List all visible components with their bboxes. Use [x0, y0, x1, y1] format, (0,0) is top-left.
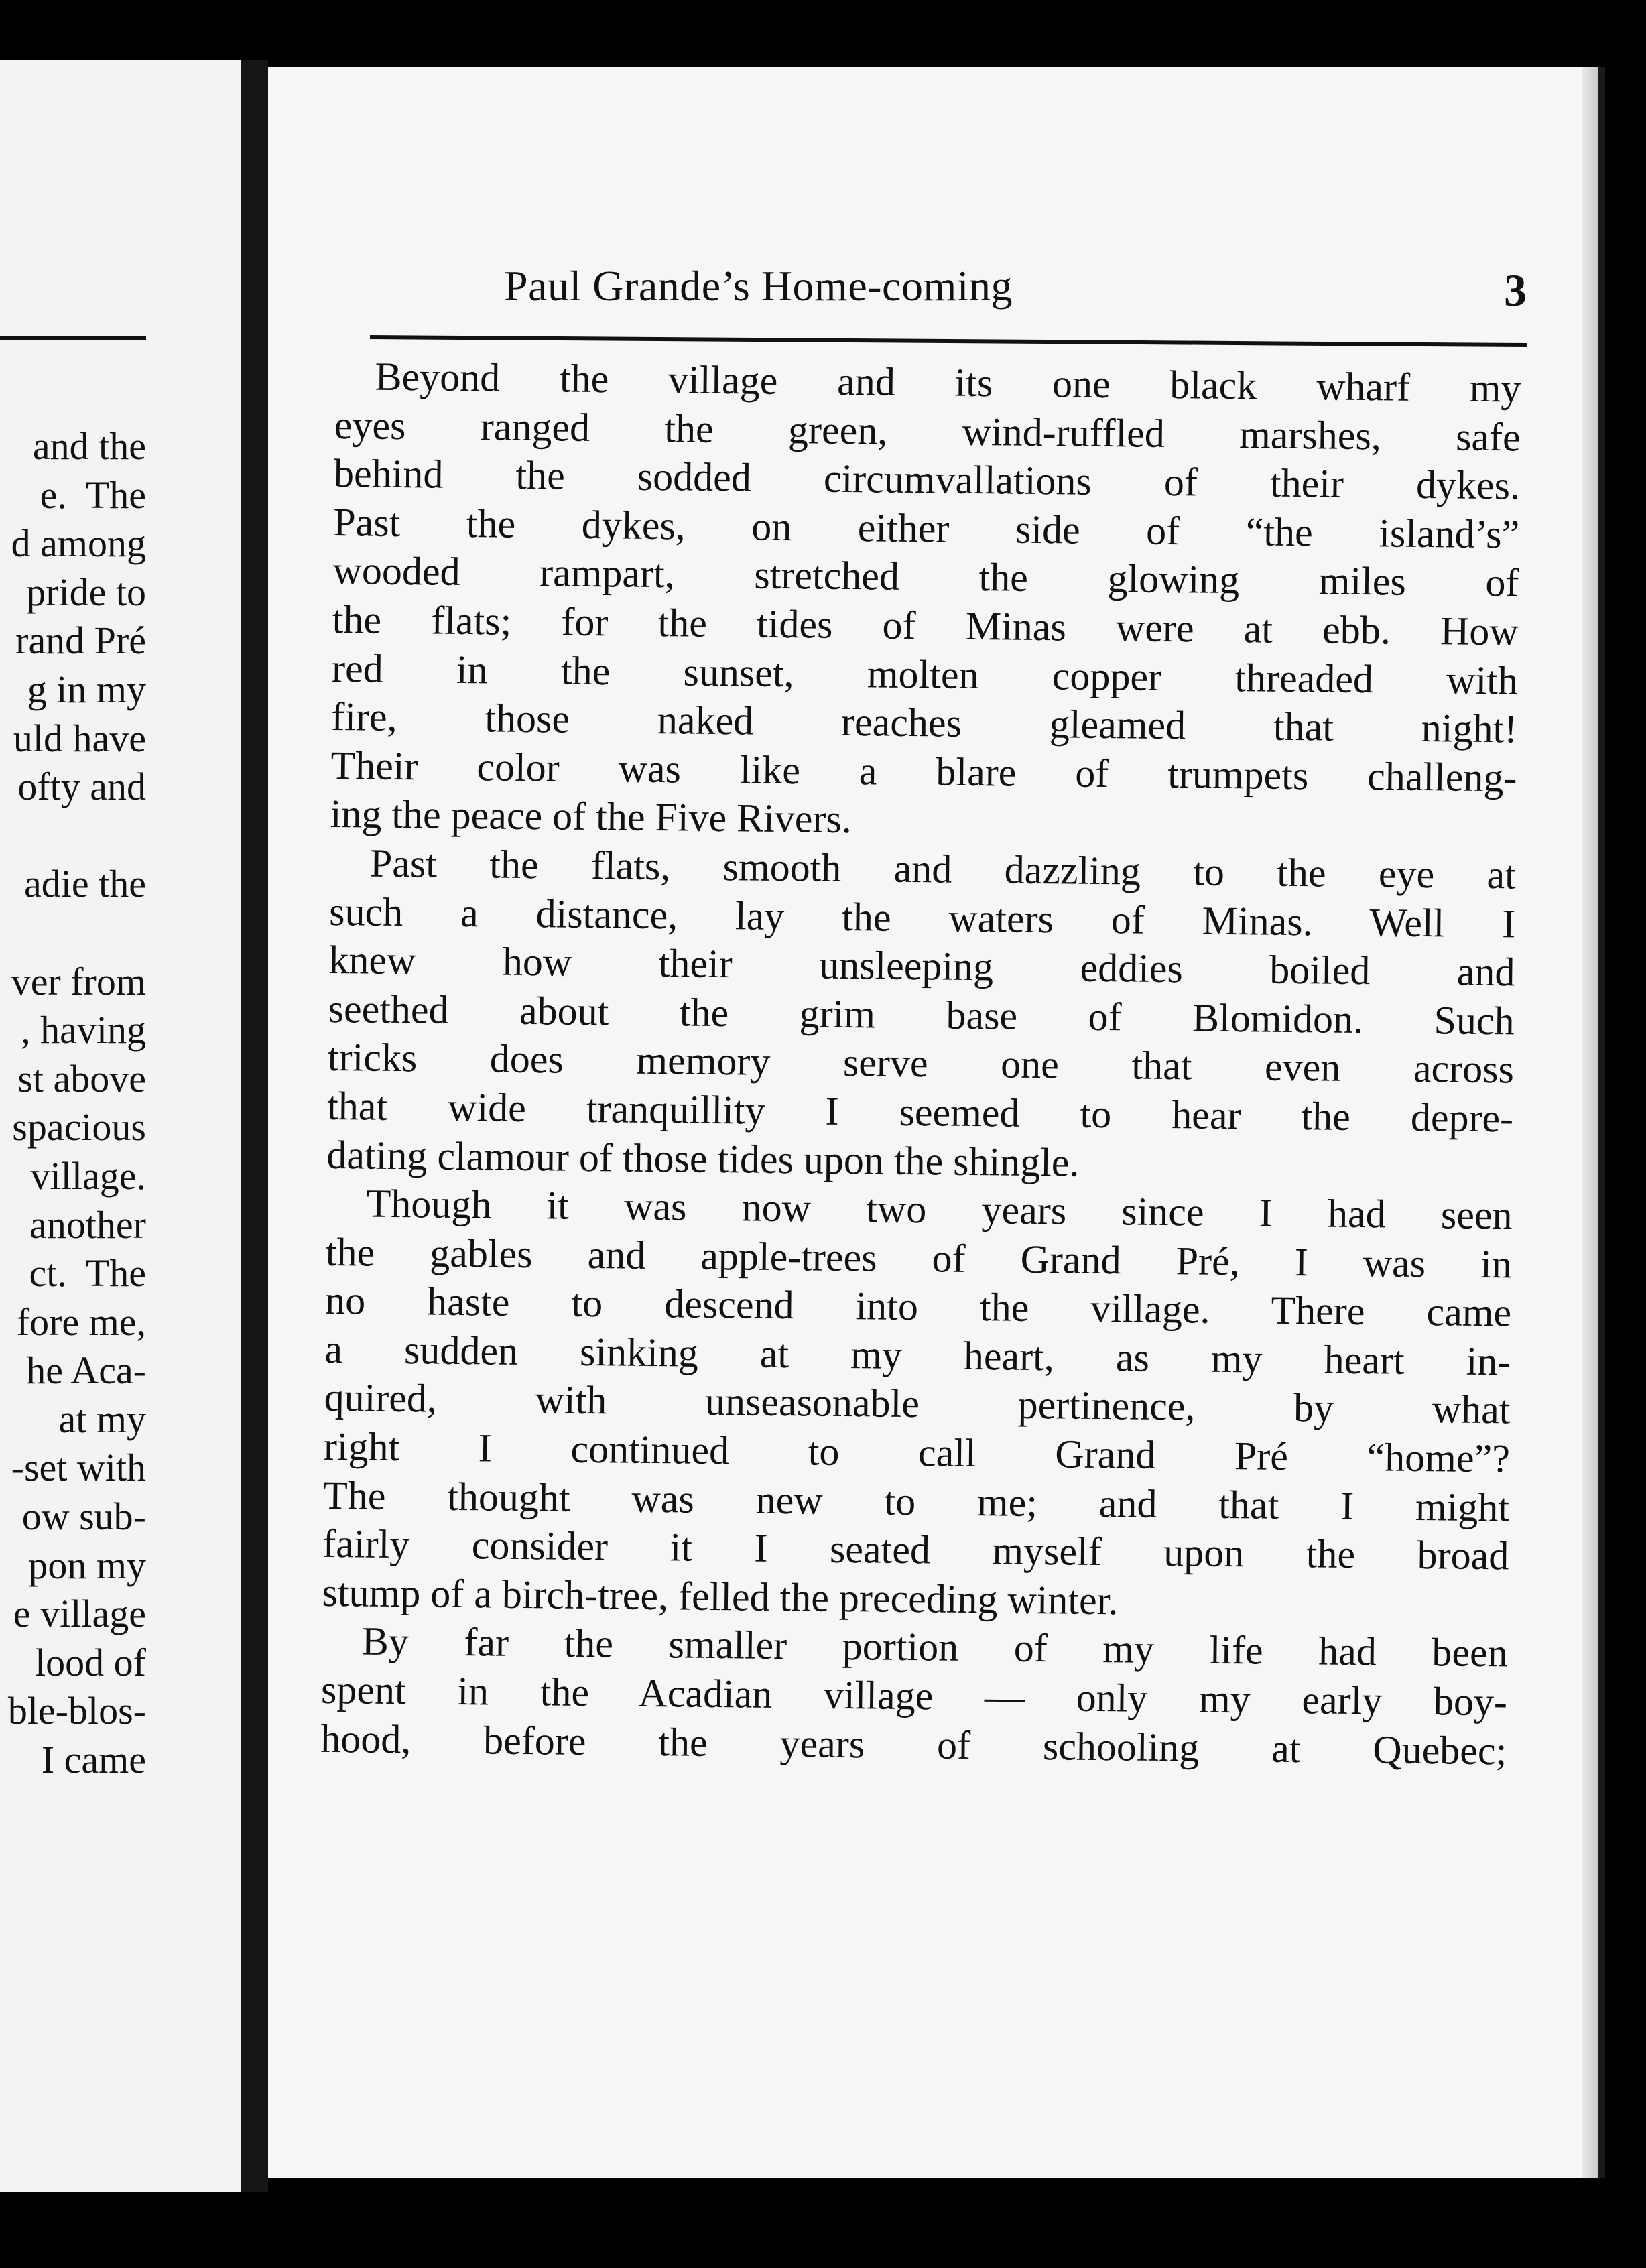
text-line: Their color was like a blare of trumpets challeng- — [330, 743, 1517, 800]
text-line: fire, those naked reaches gleamed that night! — [330, 694, 1518, 751]
page-number: 3 — [1504, 265, 1527, 316]
running-title: Paul Grande’s Home-coming — [504, 262, 1013, 310]
text-line: wooded rampart, stretched the glowing miles of — [332, 548, 1519, 605]
text-line: that wide tranquillity I seemed to hear the depre- — [326, 1083, 1514, 1141]
left-page-line: ver from — [11, 959, 146, 1003]
left-page-line: ble-blos- — [7, 1689, 146, 1733]
left-page-line: another — [29, 1202, 146, 1247]
text-line: ing the peace of the Five Rivers. — [330, 792, 852, 842]
left-page-rule — [0, 336, 146, 340]
left-page-line: spacious — [12, 1105, 146, 1149]
left-page-line: ow sub- — [21, 1495, 146, 1539]
left-page-line: -set with — [11, 1446, 146, 1490]
left-page-line: g in my — [27, 667, 146, 711]
left-page-line: pride to — [26, 570, 146, 614]
text-line: hood, before the years of schooling at Quebec; — [320, 1716, 1507, 1773]
left-page-line: at my — [58, 1397, 146, 1441]
text-line: fairly consider it I seated myself upon the broad — [322, 1521, 1509, 1578]
left-page-line: ofty and — [17, 765, 146, 809]
text-line: eyes ranged the green, wind-ruffled marshes, safe — [334, 402, 1521, 460]
text-line: Past the flats, smooth and dazzling to the eye at — [369, 840, 1517, 897]
left-page — [0, 60, 241, 2192]
text-line: Though it was now two years since I had seen — [366, 1181, 1513, 1238]
text-line: Beyond the village and its one black wharf my — [375, 354, 1521, 411]
left-page-line — [8, 909, 146, 958]
running-head — [370, 261, 1527, 335]
text-line: quired, with unseasonable pertinence, by what — [324, 1375, 1511, 1432]
left-page-line: village. — [30, 1153, 146, 1198]
text-line: behind the sodded circumvallations of their dykes. — [333, 451, 1521, 508]
left-page-line: d among — [11, 521, 146, 566]
header-rule — [370, 335, 1527, 347]
text-line: knew how their unsleeping eddies boiled and — [328, 938, 1515, 995]
left-page-line: rand Pré — [15, 619, 146, 663]
left-page-line: adie the — [24, 862, 146, 906]
text-line: the gables and apple-trees of Grand Pré, I was in — [325, 1229, 1513, 1287]
left-page-line: he Aca- — [26, 1348, 146, 1393]
left-page-line: e village — [13, 1592, 146, 1636]
left-page-text — [8, 422, 146, 1785]
text-line: dating clamour of those tides upon the shingle. — [326, 1132, 1080, 1185]
left-page-line: ct. The — [29, 1251, 146, 1296]
left-page-line: e. The — [40, 472, 146, 517]
text-line: seethed about the grim base of Blomidon. Such — [328, 986, 1515, 1044]
left-page-line: I came — [41, 1738, 146, 1782]
left-page-line — [8, 812, 146, 861]
page-edge — [1582, 67, 1598, 2178]
left-page-line: pon my — [28, 1543, 146, 1587]
text-line: no haste to descend into the village. There came — [324, 1278, 1512, 1335]
left-page-line: st above — [17, 1056, 146, 1100]
book-gutter — [241, 60, 268, 2192]
text-line: stump of a birch-tree, felled the preceding winter. — [322, 1570, 1119, 1623]
left-page-line: uld have — [13, 716, 146, 760]
text-line: such a distance, lay the waters of Minas. Well I — [328, 889, 1516, 946]
text-line: a sudden sinking at my heart, as my heart in- — [324, 1326, 1511, 1384]
left-page-line: lood of — [35, 1640, 146, 1684]
body-text — [320, 352, 1521, 1775]
text-line: the flats; for the tides of Minas were at ebb. How — [332, 596, 1519, 654]
text-line: tricks does memory serve one that even across — [327, 1035, 1515, 1092]
left-page-line: and the — [32, 424, 146, 468]
text-line: spent in the Acadian village — only my early boy- — [320, 1667, 1508, 1724]
text-line: The thought was new to me; and that I might — [322, 1472, 1510, 1530]
right-page — [268, 67, 1605, 2178]
left-page-line: , having — [21, 1008, 146, 1052]
left-page-line: fore me, — [16, 1300, 146, 1344]
text-line: By far the smaller portion of my life had been — [361, 1619, 1509, 1676]
text-line: Past the dykes, on either side of “the island’s” — [332, 499, 1520, 557]
text-line: right I continued to call Grand Pré “home”? — [323, 1424, 1511, 1481]
text-line: red in the sunset, molten copper threaded with — [331, 645, 1519, 703]
